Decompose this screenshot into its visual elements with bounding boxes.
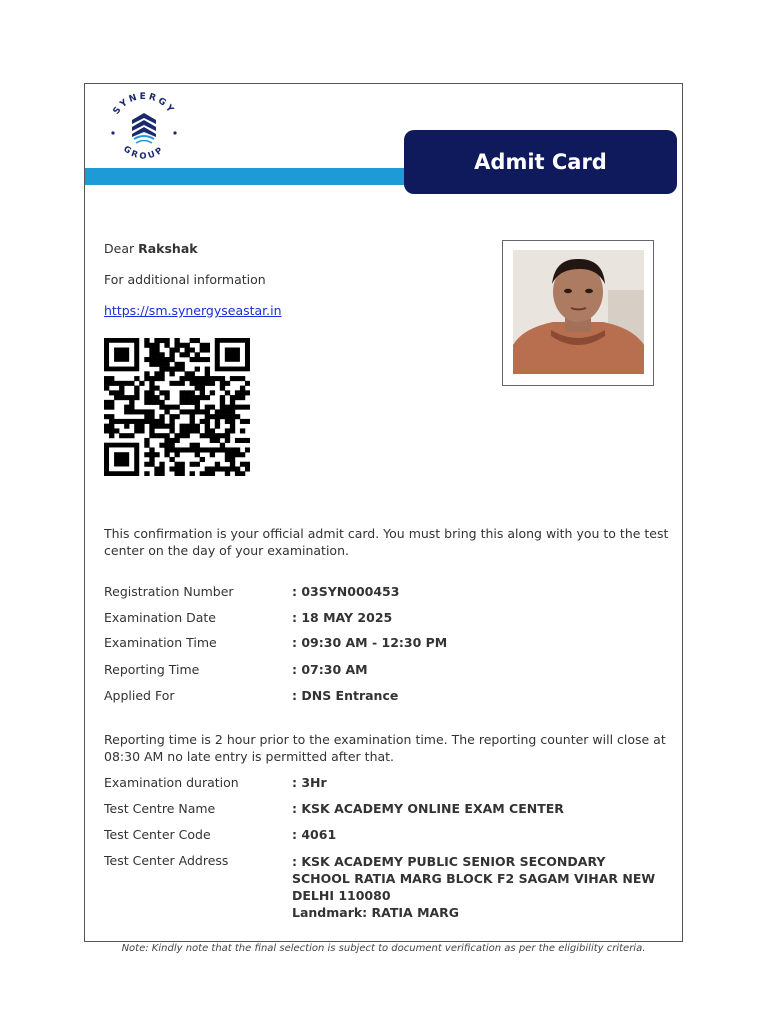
page-title: Admit Card: [474, 150, 607, 174]
center-label: Examination duration: [104, 775, 239, 790]
address-line: : KSK ACADEMY PUBLIC SENIOR SECONDARY: [292, 854, 606, 869]
reporting-note: Reporting time is 2 hour prior to the examination time. The reporting counter will close at 08:30 AM no late entry is permitted after that.: [104, 732, 666, 764]
address-landmark: Landmark: RATIA MARG: [292, 905, 460, 920]
center-label: Test Centre Name: [104, 801, 216, 816]
center-value: : 3Hr: [292, 775, 327, 790]
logo-text-top: SYNERGY: [111, 91, 177, 117]
detail-value: : 03SYN000453: [292, 584, 400, 599]
center-label: Test Center Address: [104, 853, 229, 868]
synergy-group-logo: [104, 89, 184, 165]
candidate-photo-frame: [502, 240, 654, 386]
header-accent-bar: [85, 168, 407, 185]
website-link[interactable]: https://sm.synergyseastar.in: [104, 303, 282, 318]
confirmation-text: This confirmation is your official admit card. You must bring this along with you to the test center on the day of your examination.: [104, 526, 669, 558]
detail-label: Reporting Time: [104, 662, 200, 677]
detail-value: : DNS Entrance: [292, 688, 399, 703]
greeting-prefix: Dear: [104, 241, 135, 256]
svg-text:SYNERGY: [112, 92, 177, 117]
greeting: [104, 241, 198, 256]
qr-code: [104, 338, 250, 476]
address-line: SCHOOL RATIA MARG BLOCK F2 SAGAM VIHAR NEW: [292, 871, 656, 886]
footer-note: Note: Kindly note that the final selection is subject to document verification as per the eligibility criteria.: [121, 943, 646, 954]
address-line: DELHI 110080: [292, 888, 391, 903]
detail-label: Applied For: [104, 688, 175, 703]
center-value: : KSK ACADEMY ONLINE EXAM CENTER: [292, 801, 564, 816]
title-banner: [404, 130, 677, 194]
detail-label: Examination Time: [104, 635, 217, 650]
ship-logo-icon: [132, 113, 156, 143]
svg-text:GROUP: [121, 144, 167, 161]
candidate-photo: [513, 250, 644, 374]
candidate-name: Rakshak: [138, 241, 198, 256]
detail-value: : 07:30 AM: [292, 662, 368, 677]
center-value: : 4061: [292, 827, 337, 842]
detail-value: : 09:30 AM - 12:30 PM: [292, 635, 448, 650]
detail-label: Examination Date: [104, 610, 216, 625]
info-text: For additional information: [104, 272, 266, 287]
detail-value: : 18 MAY 2025: [292, 610, 393, 625]
center-label: Test Center Code: [104, 827, 211, 842]
test-center-address: [292, 853, 672, 921]
detail-label: Registration Number: [104, 584, 234, 599]
logo-text-bottom: GROUP: [121, 144, 167, 162]
